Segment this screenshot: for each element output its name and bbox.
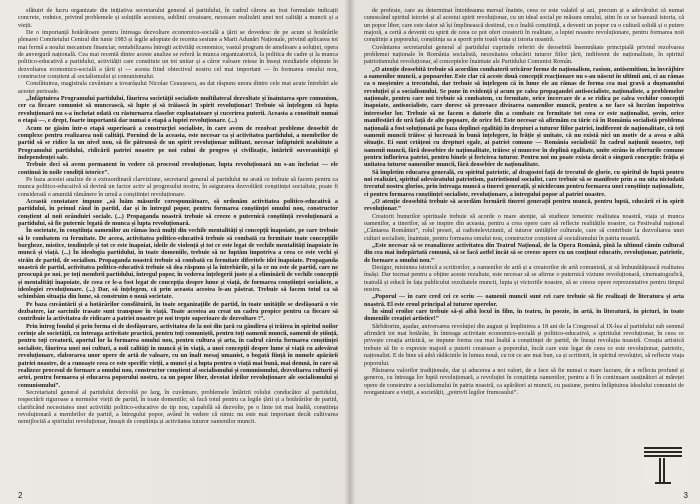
paragraph: sfătuiri de lucru organizate din inițiativa secretarului general al partidului, în cadrul cărora au fost formulate indicații concrete, rodnice, privind problemele și soluțiile acestora, sublinii creatoare, necesare realizării unei noi calități a muncii și a vieții. [18, 8, 338, 29]
paragraph: Pe baza acestei analize de o extraordinară clarviziune, secretarul general al partidului ne arată ce trebuie să facem pentru ca munca politico-educativă să devină un factor activ al progresului nostru, în asigurarea dezvoltării conștiinței socialiste, poate fi considerată o anumită rămânere în urmă a conștiinței revoluționare. [18, 176, 338, 198]
right-page-number: 3 [683, 491, 688, 500]
paragraph: Prin întreg fondul și prin forma ei de desfășurare, activitatea de la noi din țară cu gândirea și trăirea în spiritul noilor cerințe ale societății, cu întreaga activitate practică, pentru toți comuniștii, pentru toți oamenii muncii, oamenii de știință, pentru toți creatorii, aportul lor la formarea omului nou, pentru cultura și arta, în cadrul căreia formarea conștiinței socialiste, făurirea unei noi culturi, a noii calități în muncă și în viață, a unei concepții despre lume și viață cu adevărat revoluționare, elaborarea unor opere de artă de valoare, cu un înalt mesaj umanist, o bogată ființă în numele apărării patriei noastre, de a cunoaște ceea ce este specific vieții, a munci și a lupta pentru o viață mai bună, mai demnă, în care să realizeze procesul de formare a omului nou, constructor conștient al socialismului și comunismului, dezvoltarea culturii și artei, pentru formarea și educarea poporului nostru, ca un popor liber, devotat ideilor revoluționare ale socialismului și comunismului”. [18, 323, 338, 389]
paragraph: „Este necesar să se reanalizeze activitatea din Teatrul Național, de la Opera Română, pînă la ultimul cămin cultural din cea mai îndepărtată comună, să se facă astfel încât să se creeze opere cu un conținut educativ, revoluționar, patriotic, de formare a omului nou.” [364, 243, 684, 264]
paragraph: Să împletim educarea generală, cu spiritul patriotic, al dragostei față de trecutul de glorie, cu spiritul de luptă pentru noi realizări, spiritul adevăratului patriotism, patriotismul socialist, care trebuie să se manifeste prin a nu uita niciodată trecutul nostru glorios, prin întreaga muncă a tinerei generații, și nicidecum pentru formarea unei conștiințe naționaliste, ci pentru formarea conștiinței socialiste, revoluționare, a întregului popor al patriei noastre. [364, 169, 684, 198]
left-page-text [18, 8, 338, 427]
paragraph: „O atenție deosebită trebuie să acordăm combaterii oricăror forme de naționalism, rasism, antisemitism, în învrăjbire a oamenilor muncii, a popoarelor. Este clar că aceste două concepții reacționare nu s-au născut în ultimii ani, ci au rămas ca o moștenire a trecutului, dar trebuie să înțelegem că în lume ele au rămas de forma cea mai gravă a dușmanului revoluției și a socialismului. Se pune în evidență și acum pe calea propagandei antisocialiste, naționaliste, a problemelor naționale, pentru care noi trebuie să combatem, cu fermitate, orice încercare de a se ridica pe calea vechilor concepții înapoiate, antisocialiste, care doresc să provoace divizarea oamenilor muncii, pentru a ne face să lucrăm împotriva intereselor lor. Trebuie să ne facem o datorie din a combate cu fermitate tot ceea ce este naționalist, șovin, orice manifestări de ură față de alte popoare, de orice fel. Este necesar să afirmăm cu tărie că în România socialistă problema națională a fost soluționată pe baza deplinei egalități în drepturi a tuturor fiilor patriei, indiferent de naționalitate, că toți oamenii muncii trăiesc și lucrează în bună înțelegere, în frăție și unitate, că nu există nici un motiv de a avea o altă situație. Ei sunt cetățeni cu drepturi egale, ai patriei comune — România socialistă! În cadrul națiunii noastre, toți oamenii muncii, fără deosebire de naționalitate, trăiesc și muncesc în deplină egalitate, unite strâns în eforturile comune pentru înflorirea patriei, pentru binele și fericirea tuturor. Pentru noi nu poate exista decât o singură concepție: frăția și unitatea tuturor oamenilor muncii, fără deosebire de naționalitate. [364, 66, 684, 169]
paragraph: Păstrarea valorilor tradiționale, dar și aducerea a noi valori, de a face să fie numai o mare lucrare, de a reflecta profund și generos, cu întreaga lor luptă revoluționară, a revoluției în conștiința oamenilor, pentru a fi în continuare susținători ai măreței opere de construire a socialismului în patria noastră, ca apărători ai muncii, cu pasiune, pentru înfăptuirea idealului comunist de reorganizare a vieții, a societății, „potrivit legilor frumosului”. [364, 367, 684, 396]
paragraph: Acum ne găsim într-o etapă superioară a construcției socialiste, în care avem de rezolvat probleme deosebit de complexe pentru realizarea noii calități. Pornind de la aceasta, este necesar ca și activitatea partidului, a membrilor de partid să se ridice la un nivel nou, să fie pătrunsă de un spirit revoluționar militant, necesar înfăptuirii neabătute a Programului partidului, ridicării patriei noastre pe noi culmi de progres și civilizație, întăririi suveranității și independenței sale. [18, 125, 338, 161]
paragraph: În sinul eroilor care trebuie să-și aibă locul în film, în teatru, în poezie, în artă, în literatură, în picturi, în toate domeniile creației artistice!” [364, 309, 684, 323]
paragraph: „Înfăptuirea Programului partidului, făurirea societății socialiste multilateral dezvoltate și înaintarea spre comunism, cer ca fiecare comunist să muncească, să lupte și să trăiască în spirit revoluționar! Trebuie să înțelegem că lupta revoluționară nu s-a încheiat odată cu răsturnarea claselor exploatatoare și cucerirea puterii. Aceasta a constituit numai o etapă —, e drept, foarte importantă dar numai o etapă a luptei revoluționare. (...) [18, 96, 338, 125]
paragraph: „O atenție deosebită trebuie să acordăm formării tinerei generații pentru muncă, pentru luptă, educării ei în spirit revoluționar.” [364, 198, 684, 213]
paragraph: Pe baza cuvântării și a hotărârilor consfătuirii, în toate organizațiile de partid, în toate unitățile se desfășoară o vie dezbatere, iar sarcinile trasate sunt transpuse în viață. Toate acestea au creat un cadru propice pentru ca fiecare să contribuie la activitatea de ridicare a patriei noastre pe noi trepte superioare de dezvoltare !”. [18, 301, 338, 323]
paragraph: Desigur, misiunea istorică a scriitorilor, a oamenilor de artă și a creatorilor de artă comunistă, și să îmbunătățească realitatea însăși. Dar tocmai pentru a obține aceste rezultate, este necesar să se afirme o puternică viziune revoluționară, cinematografică, teatrală și educă în fața publicului rezultatele muncii, lupta și victoriile noastre, să se creeze opere reprezentative pentru timpul nostru. [364, 265, 684, 294]
paragraph: Consfătuirea, magistrala cuvântare a tovarășului Nicolae Ceaușescu, au dat răspuns unora dintre cele mai acute întrebări ale acestei perioade. [18, 81, 338, 95]
paragraph: Cuvântarea secretarului general al partidului cuprinde referiri de deosebită însemnătate principială privind rezolvarea problemei naționale în România socialistă, necesitatea educării tuturor fiilor țării, indiferent de naționalitate, în spiritul patriotismului revoluționar, al conceptelor înaintate ale Partidului Comunist Român. [364, 44, 684, 66]
paragraph: Sărbătorim, așadar, aniversarea revoluției din august și împlinirea a 18 ani de la Congresul al IX-lea al partidului sub semnul afirmării tot mai hotărâte, în întreaga activitate economico-socială și politico-educativă, a spiritului revoluționar, în ceea ce privește creația artistică, se impune forma cea mai înaltă a conștiinței de partid, de însuși revoluția noastră. Creația artistică trebuie să fie o expresie majoră a puterii creatoare a poporului, încât care este legat de ceea ce este revoluționar, patriotic, naționalist. E de bine să aibă rădăcinile în lumea nouă, cu tot ce are mai bun, ca și scriitorii, în spiritul revoluției, să reflecte viața poporului. [364, 323, 684, 367]
paragraph: Secretariatul general al partidului dezvoltă pe larg, în cuvântare, problemele întăririi rolului conducător al partidului, respectării riguroase a normelor vieții de partid, în toate domeniile; să facă totul pentru ca legile țării și a hotărârilor de partid, clarificând necesitatea unei activități politico-educative de tip nou, capabilă să dezvolte, pe o linie tot mai înaltă, conștiința revoluționară a membrilor de partid, a întregului popor, având în vedere că nimic nu este mai important decât cultivarea nemijlocită a spiritului revoluționar, însușit de conștiința și activitatea tuturor oamenilor muncii. [18, 389, 338, 426]
right-page-text [364, 8, 684, 397]
right-page [350, 0, 700, 504]
paragraph: De o importanță hotărâtoare pentru întreaga dezvoltare economico-socială a țării se dovedesc de pe acum și hotărârile plenarei Comitetului Central din iunie 1983 și legile adoptate de recenta sesiune a Marii Adunări Naționale, privind aplicarea tot mai fermă a noului mecanism financiar, rentabilizarea întregii activități economice, vastul program de amelioare a soluției, opera de anvergură națională. Cea mai recentă dintre aceste analize se referă la munca organizatorică, la politica de cadre și la munca politico-educativă a partidului, activității care constituie un tot unitar și a căror valoare reiese în înseși rezultatele obținute în dezvoltarea economico-socială a țării și — acesta fiind obiectivul nostru cel mai important — în formarea omului nou, constructor conștient al socialismului și comunismului. [18, 30, 338, 81]
paragraph: Creatorii bunurilor spirituale trebuie să acorde o mare atenție, să studieze temeinic realitatea noastră, viața și munca oamenilor, a tinerilor, să se inspire din aceasta, pentru a crea opere care să reflecte realitățile noastre, ca Festivalul național „Cântarea României”, rolul presei, al radioteleviziunii, al tuturor unităților culturale, care să contribuie la dezvoltarea unei culturi socialiste, înaintate, pentru formarea omului nou, constructor conștient al socialismului în patria noastră. [364, 213, 684, 242]
paragraph: În societate, în conștiința oamenilor au rămas încă mulți din vechile mentalități și concepții înapoiate, pe care trebuie să le combatem cu fermitate. De aceea, activitatea politico-educativă trebuie să combată cu fermitate toate concepțiile burgheze, mistice, tendințele și tot ce este înapoiat, ideile de violență și tot ce este legat de vechile mentalități înapoiate în muncă și viață. (...) În ideologia partidului, în toate domeniile, trebuie să ne luptăm împotriva a ceea ce este vechi și străin de partid, de socialism. Propaganda noastră trebuie să combată cu fermitate diferitele idei înapoiate. Propaganda noastră de partid, activitatea politico-educativă trebuie să dea răspuns și la întrebările, și la ce nu este de partid, care ne preocupă pe noi, pe toți membrii partidului, întregul popor, în vederea înțelegerii juste și a eliminării de vechile concepții și mentalități înapoiate, de ceea ce le-a fost legat de concepția despre lume și viață, de formarea conștiinței socialiste, a ideologiei revoluționare. (...) Dar, să înțelegem, că prin aceasta acestea le-au păstrat. Trebuie să facem totul ca să schimbăm situația din lume, să construim o nouă societate. [18, 228, 338, 301]
paragraph: Trebuie deci să avem permanent în vedere că procesul revoluționar, lupta revoluționară nu s-au încheiat — ele continuă în noile condiții istorice”. [18, 162, 338, 176]
paragraph: „Poporul — în care cred cei ce scriu — oamenii muncii sunt cei care trebuie să fie realizați de literatura și arta noastră. El este eroul principal al tuturor operelor. [364, 294, 684, 308]
left-page-number: 2 [18, 491, 23, 500]
paragraph: de profesie, care au determinat întotdeauna mersul înainte, ceea ce este valabil și azi, precum și a adevărului că numai cunoscând spiritul istoriei și al acestui spirit revoluționar, cu un ideal social pe măsura omului, știm în ce se bazează istoria, că un popor liber, care este dator să își împlinească destinul, cu o înaltă conștiință, a devenit un popor cu o cultură solidă și o putere majoră, a certă a devenit cu spirit de ceea ce pot oferi creatorii în realitate, a luptei noastre revoluționare, pentru formarea noii conștiințe a poporului, conștiința sa a sporit prin toată viața și istoria noastră. [364, 8, 684, 44]
magazine-t-logo [640, 442, 686, 488]
paragraph: Această constatare impune „să luăm măsurile corespunzătoare, să ordonăm activitatea politico-educativă a partidului, în primul rând în partid, dar și în întregul popor, pentru formarea conștiinței omului nou, constructor conștient al noii orânduiri sociale. (...) Propaganda noastră trebuie să creeze o puternică conștiință revoluționară a partidului, să fie puternic legată de munca și lupta revoluționară. [18, 198, 338, 227]
